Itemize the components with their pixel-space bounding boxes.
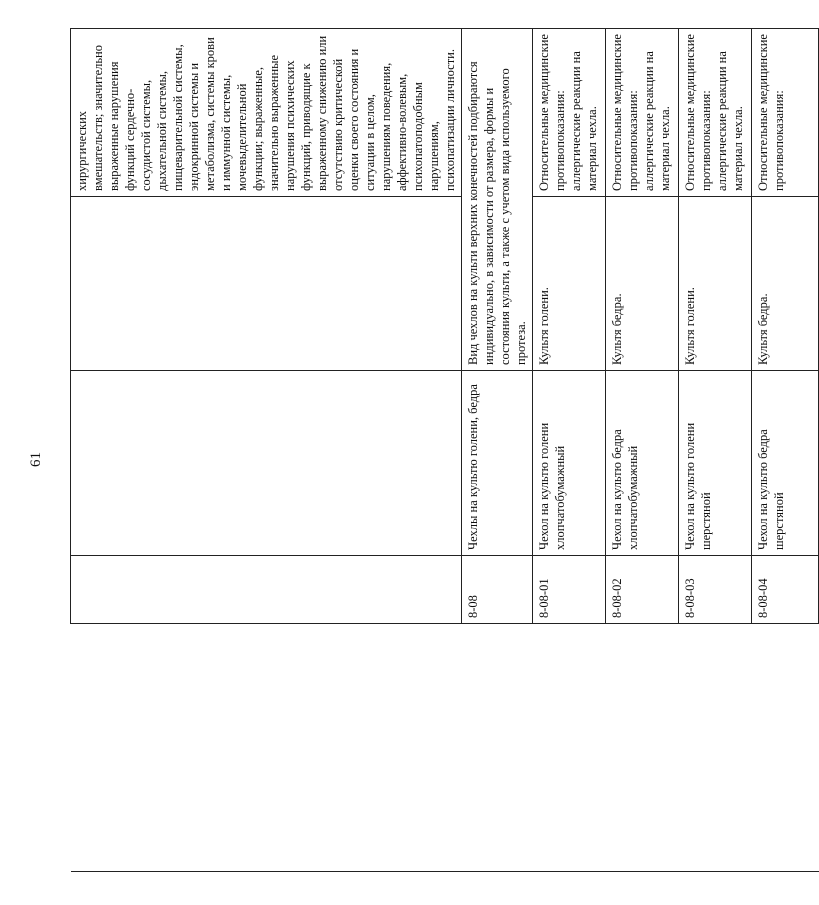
blank-cell bbox=[71, 371, 462, 556]
item-code: 8-08-01 bbox=[533, 556, 606, 624]
item-code: 8-08-03 bbox=[679, 556, 752, 624]
table-row bbox=[679, 29, 752, 872]
medical-devices-table bbox=[70, 28, 819, 872]
item-indication: Культя голени. bbox=[533, 197, 606, 371]
contraindication-text: аллергические реакции на материал чехла. bbox=[642, 51, 672, 191]
item-code: 8-08-04 bbox=[752, 556, 819, 624]
item-contraindications bbox=[679, 29, 752, 197]
contraindication-title: Относительные медицинские противопоказания: bbox=[756, 34, 786, 191]
group-description: Вид чехлов на культи верхних конечностей подбираются индивидуально, в зависимости от размера, формы и состояния культи, а также с учетом вида используемого протеза. bbox=[462, 29, 533, 371]
item-name: Чехол на культю голени шерстяной bbox=[679, 371, 752, 556]
blank-cell bbox=[679, 624, 752, 872]
item-code: 8-08-02 bbox=[606, 556, 679, 624]
table-row bbox=[533, 29, 606, 872]
contraindication-title: Относительные медицинские противопоказания: bbox=[537, 34, 567, 191]
item-contraindications bbox=[752, 29, 819, 197]
blank-cell bbox=[606, 624, 679, 872]
item-indication: Культя бедра. bbox=[606, 197, 679, 371]
item-name: Чехол на культю голени хлопчатобумажный bbox=[533, 371, 606, 556]
table-row bbox=[606, 29, 679, 872]
table-row bbox=[752, 29, 819, 872]
blank-cell bbox=[71, 556, 462, 624]
contraindication-title: Относительные медицинские противопоказания: bbox=[683, 34, 713, 191]
item-contraindications bbox=[533, 29, 606, 197]
item-contraindications bbox=[606, 29, 679, 197]
blank-cell bbox=[71, 624, 462, 872]
contraindications-continuation: хирургических вмешательств; значительно выраженные нарушения функций сердечно-сосудистой системы, дыхательной системы, пищеварительной системы, эндокринной системы и метаболизма, системы крови и иммунной системы, мочевыделительной функции; выраженные, значительно выраженные нарушения психических функций, приводящие к выраженному снижению или отсутствию критической оценки своего состояния и ситуации в целом, нарушениям поведения, аффективно-волевым, психопатоподобным нарушениям, психопатизации личности. bbox=[71, 29, 462, 197]
contraindication-title: Относительные медицинские противопоказания: bbox=[610, 34, 640, 191]
group-name: Чехлы на культю голени, бедра bbox=[462, 371, 533, 556]
item-name: Чехол на культю бедра хлопчатобумажный bbox=[606, 371, 679, 556]
group-code: 8-08 bbox=[462, 556, 533, 624]
continuation-row bbox=[71, 29, 462, 872]
item-indication: Культя бедра. bbox=[752, 197, 819, 371]
blank-cell bbox=[752, 624, 819, 872]
contraindication-text: аллергические реакции на материал чехла. bbox=[715, 51, 745, 191]
group-row bbox=[462, 29, 533, 872]
blank-cell bbox=[71, 197, 462, 371]
blank-cell bbox=[462, 624, 533, 872]
blank-cell bbox=[533, 624, 606, 872]
contraindication-text: аллергические реакции на материал чехла. bbox=[569, 51, 599, 191]
page-number: 61 bbox=[28, 452, 44, 467]
item-name: Чехол на культю бедра шерстяной bbox=[752, 371, 819, 556]
item-indication: Культя голени. bbox=[679, 197, 752, 371]
